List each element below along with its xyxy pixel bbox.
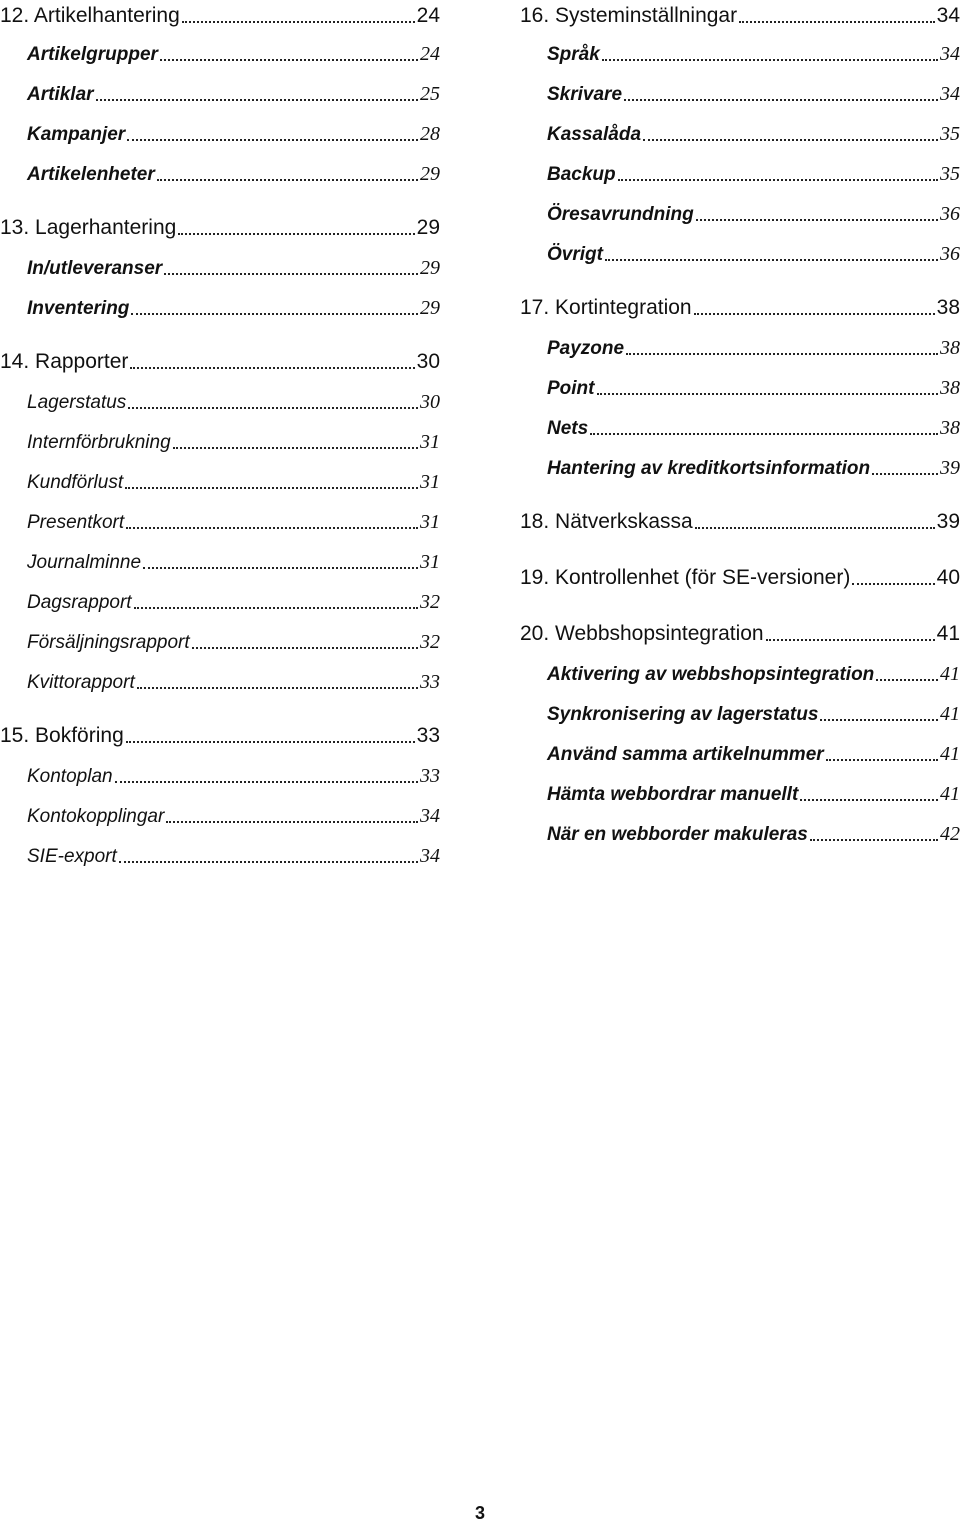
- toc-entry-title: Aktivering av webbshopsintegration: [547, 664, 875, 685]
- toc-entry[interactable]: [520, 618, 960, 646]
- dot-leader: [695, 527, 935, 529]
- dot-leader: [115, 781, 418, 783]
- toc-entry[interactable]: [520, 658, 960, 686]
- toc-entry[interactable]: [0, 346, 440, 374]
- toc-entry-title: 17. Kortintegration: [520, 296, 692, 319]
- toc-entry[interactable]: [0, 386, 440, 414]
- dot-leader: [618, 179, 938, 181]
- toc-entry-page: 29: [420, 297, 440, 319]
- toc-entry-page: 34: [420, 805, 440, 827]
- toc-entry-page: 24: [416, 4, 440, 27]
- toc-entry-page: 41: [940, 743, 960, 765]
- toc-entry[interactable]: [0, 0, 440, 28]
- toc-entry[interactable]: [0, 292, 440, 320]
- dot-leader: [128, 407, 418, 409]
- dot-leader: [173, 447, 418, 449]
- toc-entry[interactable]: [520, 0, 960, 28]
- toc-entry-page: 38: [936, 296, 960, 319]
- dot-leader: [590, 433, 938, 435]
- toc-entry-page: 33: [416, 724, 440, 747]
- toc-entry-page: 25: [420, 83, 440, 105]
- toc-entry-title: Kampanjer: [27, 124, 126, 145]
- dot-leader: [605, 259, 938, 261]
- toc-entry-title: Presentkort: [27, 512, 125, 533]
- toc-entry[interactable]: [0, 466, 440, 494]
- toc-entry-title: Öresavrundning: [547, 204, 694, 225]
- toc-entry[interactable]: [520, 506, 960, 534]
- dot-leader: [137, 687, 418, 689]
- toc-entry-title: Nets: [547, 418, 589, 439]
- toc-entry[interactable]: [520, 698, 960, 726]
- toc-entry-title: Internförbrukning: [27, 432, 171, 453]
- toc-entry-page: 30: [416, 350, 440, 373]
- dot-leader: [766, 639, 935, 641]
- toc-entry[interactable]: [0, 800, 440, 828]
- toc-entry-title: Backup: [547, 164, 616, 185]
- dot-leader: [800, 799, 938, 801]
- toc-entry[interactable]: [0, 158, 440, 186]
- toc-entry-page: 34: [936, 4, 960, 27]
- toc-entry-title: Dagsrapport: [27, 592, 132, 613]
- toc-entry[interactable]: [0, 38, 440, 66]
- dot-leader: [160, 59, 418, 61]
- dot-leader: [125, 487, 418, 489]
- toc-entry-title: In/utleveranser: [27, 258, 163, 279]
- toc-entry[interactable]: [520, 412, 960, 440]
- dot-leader: [119, 861, 418, 863]
- dot-leader: [626, 353, 938, 355]
- toc-entry[interactable]: [520, 118, 960, 146]
- toc-entry[interactable]: [520, 332, 960, 360]
- toc-entry[interactable]: [520, 738, 960, 766]
- page-number: 3: [474, 1503, 485, 1523]
- toc-entry-page: 30: [420, 391, 440, 413]
- toc-entry-title: Kvittorapport: [27, 672, 135, 693]
- dot-leader: [810, 839, 938, 841]
- dot-leader: [624, 99, 938, 101]
- toc-entry-title: 18. Nätverkskassa: [520, 510, 693, 533]
- toc-entry-title: SIE-export: [27, 846, 117, 867]
- toc-entry-title: Försäljningsrapport: [27, 632, 190, 653]
- dot-leader: [872, 473, 938, 475]
- toc-entry-page: 39: [940, 457, 960, 479]
- dot-leader: [126, 741, 415, 743]
- toc-entry-page: 41: [936, 622, 960, 645]
- toc-entry-title: Artikelenheter: [27, 164, 155, 185]
- toc-entry-title: Använd samma artikelnummer: [547, 744, 824, 765]
- toc-entry[interactable]: [0, 506, 440, 534]
- toc-entry-page: 24: [420, 43, 440, 65]
- dot-leader: [694, 313, 935, 315]
- dot-leader: [178, 233, 415, 235]
- toc-entry[interactable]: [0, 546, 440, 574]
- toc-entry-title: Point: [547, 378, 595, 399]
- dot-leader: [127, 139, 418, 141]
- dot-leader: [164, 273, 418, 275]
- dot-leader: [852, 583, 935, 585]
- toc-entry[interactable]: [0, 78, 440, 106]
- toc-entry-page: 32: [420, 631, 440, 653]
- toc-entry-title: Artiklar: [27, 84, 94, 105]
- toc-entry-page: 38: [940, 337, 960, 359]
- toc-entry[interactable]: [520, 198, 960, 226]
- toc-entry-title: Hämta webbordrar manuellt: [547, 784, 799, 805]
- toc-entry-title: Kontoplan: [27, 766, 113, 787]
- toc-entry-page: 38: [940, 417, 960, 439]
- dot-leader: [643, 139, 938, 141]
- dot-leader: [157, 179, 418, 181]
- toc-entry-title: Synkronisering av lagerstatus: [547, 704, 819, 725]
- toc-entry[interactable]: [520, 452, 960, 480]
- toc-entry-page: 36: [940, 243, 960, 265]
- toc-entry[interactable]: [520, 778, 960, 806]
- toc-entry-page: 34: [940, 43, 960, 65]
- toc-entry-title: Språk: [547, 44, 600, 65]
- toc-entry-title: Inventering: [27, 298, 130, 319]
- toc-entry-page: 39: [936, 510, 960, 533]
- toc-entry-title: Övrigt: [547, 244, 603, 265]
- toc-entry[interactable]: [0, 118, 440, 146]
- toc-entry-page: 34: [940, 83, 960, 105]
- toc-entry[interactable]: [0, 252, 440, 280]
- toc-entry-title: Artikelgrupper: [27, 44, 158, 65]
- toc-entry-page: 35: [940, 123, 960, 145]
- toc-entry-page: 38: [940, 377, 960, 399]
- toc-entry-title: 16. Systeminställningar: [520, 4, 738, 27]
- dot-leader: [96, 99, 418, 101]
- toc-entry-page: 32: [420, 591, 440, 613]
- dot-leader: [826, 759, 938, 761]
- dot-leader: [876, 679, 938, 681]
- toc-entry-title: 13. Lagerhantering: [0, 216, 177, 239]
- dot-leader: [696, 219, 938, 221]
- toc-entry-title: Kundförlust: [27, 472, 124, 493]
- dot-leader: [602, 59, 938, 61]
- toc-entry-page: 33: [420, 671, 440, 693]
- toc-entry-title: 12. Artikelhantering: [0, 4, 180, 27]
- toc-entry-page: 41: [940, 783, 960, 805]
- toc-entry-title: 14. Rapporter: [0, 350, 129, 373]
- dot-leader: [143, 567, 418, 569]
- toc-entry[interactable]: [520, 818, 960, 846]
- dot-leader: [130, 367, 415, 369]
- dot-leader: [134, 607, 418, 609]
- dot-leader: [126, 527, 418, 529]
- toc-entry[interactable]: [0, 840, 440, 868]
- dot-leader: [166, 821, 418, 823]
- toc-entry-title: Payzone: [547, 338, 625, 359]
- toc-entry[interactable]: [520, 372, 960, 400]
- toc-entry[interactable]: [0, 760, 440, 788]
- toc-entry[interactable]: [520, 38, 960, 66]
- toc-entry-page: 35: [940, 163, 960, 185]
- toc-entry-title: Journalminne: [27, 552, 142, 573]
- dot-leader: [131, 313, 418, 315]
- toc-entry-title: Kassalåda: [547, 124, 642, 145]
- toc-entry[interactable]: [0, 426, 440, 454]
- toc-entry-title: När en webborder makuleras: [547, 824, 808, 845]
- toc-entry-title: 15. Bokföring: [0, 724, 124, 747]
- toc-entry-page: 29: [416, 216, 440, 239]
- toc-entry-title: 20. Webbshopsintegration: [520, 622, 764, 645]
- toc-entry[interactable]: [0, 586, 440, 614]
- toc-entry-page: 31: [420, 431, 440, 453]
- toc-entry[interactable]: [520, 292, 960, 320]
- toc-entry-title: 19. Kontrollenhet (för SE-versioner): [520, 566, 851, 589]
- toc-entry[interactable]: [0, 720, 440, 748]
- toc-entry-page: 42: [940, 823, 960, 845]
- dot-leader: [820, 719, 938, 721]
- dot-leader: [192, 647, 418, 649]
- toc-entry-title: Kontokopplingar: [27, 806, 165, 827]
- toc-entry-page: 31: [420, 511, 440, 533]
- toc-entry[interactable]: [0, 212, 440, 240]
- toc-entry-page: 34: [420, 845, 440, 867]
- dot-leader: [597, 393, 938, 395]
- toc-entry-page: 29: [420, 163, 440, 185]
- toc-entry[interactable]: [520, 238, 960, 266]
- toc-entry-page: 41: [940, 703, 960, 725]
- toc-entry-page: 36: [940, 203, 960, 225]
- toc-entry-page: 28: [420, 123, 440, 145]
- toc-entry-title: Skrivare: [547, 84, 623, 105]
- toc-entry-page: 41: [940, 663, 960, 685]
- dot-leader: [739, 21, 935, 23]
- toc-entry[interactable]: [520, 562, 960, 590]
- toc-entry-page: 31: [420, 551, 440, 573]
- toc-entry-title: Hantering av kreditkortsinformation: [547, 458, 871, 479]
- toc-entry-title: Lagerstatus: [27, 392, 127, 413]
- toc-entry-page: 29: [420, 257, 440, 279]
- dot-leader: [182, 21, 415, 23]
- toc-entry[interactable]: [520, 158, 960, 186]
- toc-entry-page: 40: [936, 566, 960, 589]
- toc-entry[interactable]: [520, 78, 960, 106]
- toc-entry[interactable]: [0, 626, 440, 654]
- toc-entry-page: 33: [420, 765, 440, 787]
- toc-entry[interactable]: [0, 666, 440, 694]
- toc-entry-page: 31: [420, 471, 440, 493]
